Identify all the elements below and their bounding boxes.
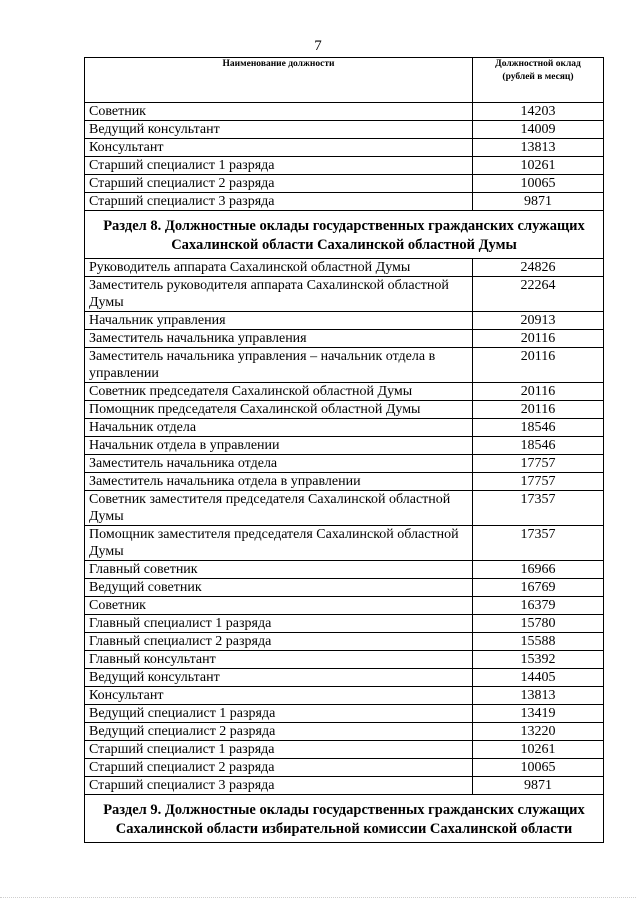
table-row (85, 259, 604, 277)
salary-cell: 14405 (473, 669, 604, 687)
table-row (85, 615, 604, 633)
table-row (85, 157, 604, 175)
table-row (85, 473, 604, 491)
page-bottom-edge (0, 897, 636, 899)
salary-cell: 20116 (473, 383, 604, 401)
table-row (85, 455, 604, 473)
section-8-heading-line1: Раздел 8. Должностные оклады государственных гражданских служащих (103, 218, 585, 234)
table-row (85, 121, 604, 139)
salary-cell: 17757 (473, 473, 604, 491)
section-8-heading (85, 211, 604, 259)
table-header-row (85, 58, 604, 103)
salary-cell: 24826 (473, 259, 604, 277)
salary-cell: 20116 (473, 330, 604, 348)
position-name-cell: Заместитель руководителя аппарата Сахалинской областной Думы (85, 277, 473, 312)
table-row (85, 312, 604, 330)
salary-cell: 16769 (473, 579, 604, 597)
table-row (85, 383, 604, 401)
table-row (85, 175, 604, 193)
table-row (85, 193, 604, 211)
position-name-cell: Заместитель начальника управления (85, 330, 473, 348)
salary-cell: 13813 (473, 687, 604, 705)
section-8-heading-row (85, 211, 604, 259)
table-body-section-8 (85, 259, 604, 795)
table-row (85, 597, 604, 615)
salary-cell: 9871 (473, 777, 604, 795)
salary-cell: 15588 (473, 633, 604, 651)
position-name-cell: Советник (85, 103, 473, 121)
position-name-cell: Консультант (85, 139, 473, 157)
salary-cell: 17357 (473, 526, 604, 561)
salary-cell: 9871 (473, 193, 604, 211)
table-row (85, 561, 604, 579)
table-row (85, 401, 604, 419)
table-row (85, 579, 604, 597)
position-name-cell: Заместитель начальника отдела (85, 455, 473, 473)
salary-cell: 18546 (473, 437, 604, 455)
position-name-cell: Начальник отдела в управлении (85, 437, 473, 455)
table-row (85, 669, 604, 687)
column-header-salary-line1: Должностной оклад (495, 59, 581, 69)
salary-cell: 10065 (473, 759, 604, 777)
salary-cell: 17757 (473, 455, 604, 473)
position-name-cell: Старший специалист 3 разряда (85, 777, 473, 795)
table-row (85, 687, 604, 705)
page-number: 7 (314, 38, 322, 54)
table-row (85, 437, 604, 455)
table-row (85, 705, 604, 723)
salary-cell: 18546 (473, 419, 604, 437)
position-name-cell: Ведущий советник (85, 579, 473, 597)
table-row (85, 777, 604, 795)
position-name-cell: Советник председателя Сахалинской областной Думы (85, 383, 473, 401)
position-name-cell: Старший специалист 2 разряда (85, 175, 473, 193)
position-name-cell: Советник заместителя председателя Сахалинской областной Думы (85, 491, 473, 526)
position-name-cell: Начальник отдела (85, 419, 473, 437)
position-name-cell: Заместитель начальника управления – начальник отдела в управлении (85, 348, 473, 383)
column-header-position: Наименование должности (85, 58, 473, 103)
salary-cell: 20116 (473, 401, 604, 419)
position-name-cell: Помощник председателя Сахалинской областной Думы (85, 401, 473, 419)
column-header-salary (473, 58, 604, 103)
salary-cell: 13813 (473, 139, 604, 157)
salary-cell: 14009 (473, 121, 604, 139)
column-header-salary-line2: (рублей в месяц) (502, 72, 574, 82)
position-name-cell: Помощник заместителя председателя Сахалинской областной Думы (85, 526, 473, 561)
salary-cell: 16966 (473, 561, 604, 579)
table-row (85, 526, 604, 561)
table-row (85, 741, 604, 759)
position-name-cell: Заместитель начальника отдела в управлении (85, 473, 473, 491)
position-name-cell: Главный консультант (85, 651, 473, 669)
position-name-cell: Руководитель аппарата Сахалинской областной Думы (85, 259, 473, 277)
position-name-cell: Главный советник (85, 561, 473, 579)
salary-cell: 22264 (473, 277, 604, 312)
section-9-heading-line2: Сахалинской области избирательной комиссии Сахалинской области (115, 821, 573, 837)
table-row (85, 330, 604, 348)
salary-cell: 15392 (473, 651, 604, 669)
salary-cell: 10261 (473, 741, 604, 759)
position-name-cell: Советник (85, 597, 473, 615)
table-row (85, 723, 604, 741)
position-name-cell: Ведущий специалист 2 разряда (85, 723, 473, 741)
section-8-heading-line2: Сахалинской области Сахалинской областной Думы (171, 237, 517, 253)
salary-cell: 20116 (473, 348, 604, 383)
position-name-cell: Старший специалист 3 разряда (85, 193, 473, 211)
table-row (85, 491, 604, 526)
table-row (85, 103, 604, 121)
position-name-cell: Старший специалист 2 разряда (85, 759, 473, 777)
salary-cell: 10065 (473, 175, 604, 193)
table-row (85, 277, 604, 312)
position-name-cell: Ведущий консультант (85, 669, 473, 687)
salary-table (84, 57, 604, 843)
salary-cell: 20913 (473, 312, 604, 330)
salary-cell: 14203 (473, 103, 604, 121)
table-row (85, 633, 604, 651)
table-row (85, 419, 604, 437)
salary-cell: 13419 (473, 705, 604, 723)
section-9-heading (85, 795, 604, 843)
position-name-cell: Старший специалист 1 разряда (85, 157, 473, 175)
position-name-cell: Ведущий консультант (85, 121, 473, 139)
position-name-cell: Консультант (85, 687, 473, 705)
table-body-top (85, 103, 604, 211)
salary-cell: 17357 (473, 491, 604, 526)
position-name-cell: Главный специалист 2 разряда (85, 633, 473, 651)
section-9-heading-row (85, 795, 604, 843)
position-name-cell: Начальник управления (85, 312, 473, 330)
table-row (85, 139, 604, 157)
salary-cell: 10261 (473, 157, 604, 175)
salary-cell: 13220 (473, 723, 604, 741)
position-name-cell: Ведущий специалист 1 разряда (85, 705, 473, 723)
position-name-cell: Старший специалист 1 разряда (85, 741, 473, 759)
position-name-cell: Главный специалист 1 разряда (85, 615, 473, 633)
salary-cell: 16379 (473, 597, 604, 615)
table-row (85, 348, 604, 383)
salary-cell: 15780 (473, 615, 604, 633)
table-row (85, 759, 604, 777)
section-9-heading-line1: Раздел 9. Должностные оклады государственных гражданских служащих (103, 802, 585, 818)
table-row (85, 651, 604, 669)
